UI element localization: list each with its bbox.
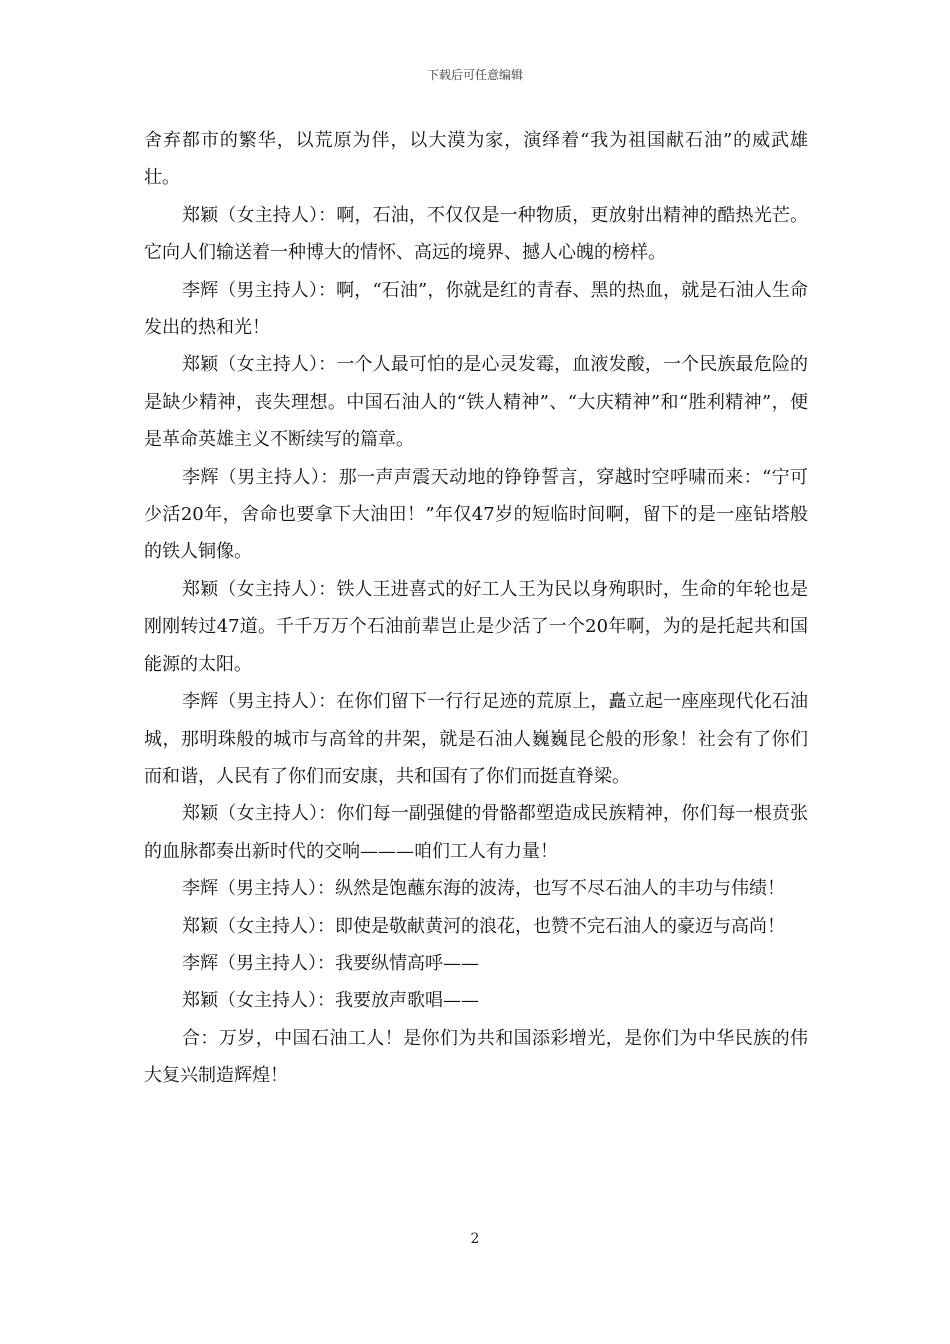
- paragraph-12: 郑颖（女主持人）：我要放声歌唱——: [182, 990, 479, 1012]
- document-body: [144, 122, 808, 1095]
- page-header: 下载后可任意编辑: [426, 68, 523, 82]
- paragraph-10: 郑颖（女主持人）：即使是敬献黄河的浪花，也赞不完石油人的豪迈与高尚！: [182, 915, 785, 937]
- paragraph-9: 李辉（男主持人）：纵然是饱蘸东海的波涛，也写不尽石油人的丰功与伟绩！: [182, 878, 785, 900]
- paragraph-6: 郑颖（女主持人）：铁人王进喜式的好工人王为民以身殉职时，生命的年轮也是刚刚转过47道。千千万万个石油前辈岂止是少活了一个20年啊，为的是托起共和国能源的太阳。: [144, 578, 808, 675]
- paragraph-4: 郑颖（女主持人）：一个人最可怕的是心灵发霉，血液发酸，一个民族最危险的是缺少精神，丧失理想。中国石油人的“铁人精神”、“大庆精神”和“胜利精神”，便是革命英雄主义不断续写的篇章。: [144, 354, 808, 451]
- paragraph-7: 李辉（男主持人）：在你们留下一行行足迹的荒原上，矗立起一座座现代化石油城，那明珠般的城市与高耸的井架，就是石油人巍巍昆仑般的形象！社会有了你们而和谐，人民有了你们而安康，共和国有了你们而挺直脊梁。: [144, 691, 808, 787]
- paragraph-1: 舍弃都市的繁华，以荒原为伴，以大漠为家，演绎着“我为祖国献石油”的威武雄壮。: [144, 130, 808, 189]
- paragraph-11: 李辉（男主持人）：我要纵情高呼——: [182, 952, 479, 974]
- page-number: 2: [470, 1231, 480, 1247]
- paragraph-13: 合：万岁，中国石油工人！是你们为共和国添彩增光，是你们为中华民族的伟大复兴制造辉煌！: [144, 1027, 808, 1087]
- paragraph-5: 李辉（男主持人）：那一声声震天动地的铮铮誓言，穿越时空呼啸而来：“宁可少活20年，舍命也要拿下大油田！”年仅47岁的短临时间啊，留下的是一座钻塔般的铁人铜像。: [144, 466, 808, 563]
- paragraph-3: 李辉（男主持人）：啊，“石油”，你就是红的青春、黑的热血，就是石油人生命发出的热和光！: [144, 279, 808, 339]
- paragraph-2: 郑颖（女主持人）：啊，石油，不仅仅是一种物质，更放射出精神的酷热光芒。它向人们输送着一种博大的情怀、高远的境界、撼人心魄的榜样。: [144, 204, 808, 264]
- paragraph-8: 郑颖（女主持人）：你们每一副强健的骨骼都塑造成民族精神，你们每一根贲张的血脉都奏出新时代的交响———咱们工人有力量！: [144, 803, 808, 862]
